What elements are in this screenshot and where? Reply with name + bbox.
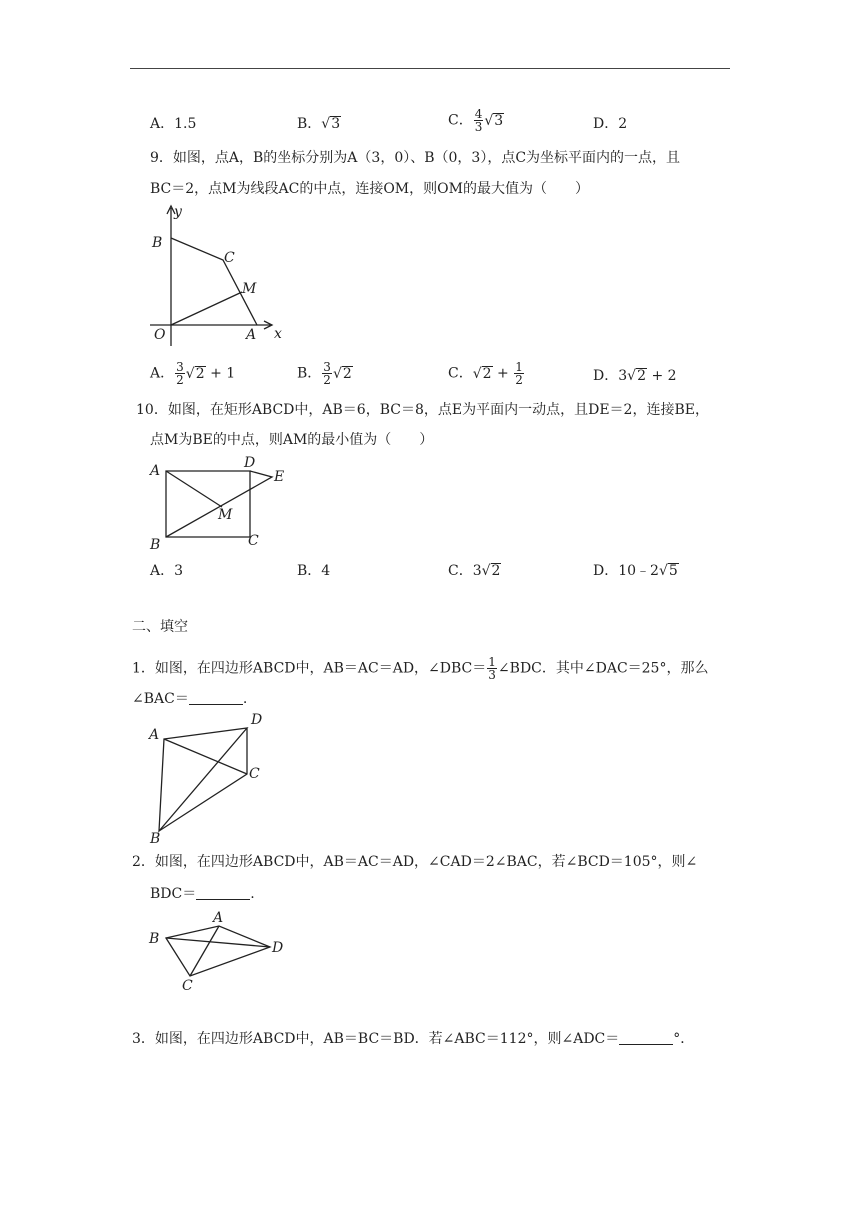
f3-text-line1: 3．如图，在四边形ABCD中，AB＝BC＝BD．若∠ABC＝112°，则∠ADC＝ °． — [132, 1031, 695, 1047]
q10-figure — [140, 455, 300, 555]
fig-label-y: y — [174, 204, 182, 220]
fig-label-b: B — [150, 831, 161, 847]
q9-option-c: C．√2 + $\frac{1}{2}$ — [448, 360, 523, 387]
q9-text-line2: BC＝2，点M为线段AC的中点，连接OM，则OM的最大值为（ ） — [150, 181, 589, 197]
f2-figure — [140, 905, 300, 995]
segment-ac — [190, 926, 219, 976]
q9-option-d: D．3√2 + 2 — [593, 368, 677, 384]
answer-blank[interactable] — [189, 690, 243, 705]
q8-option-d: D．2 — [593, 116, 628, 132]
q10-text-line1: 10．如图，在矩形ABCD中，AB＝6，BC＝8，点E为平面内一动点，且DE＝2，连接BE， — [136, 402, 709, 418]
answer-blank[interactable] — [196, 885, 250, 900]
fig-label-c: C — [224, 250, 235, 266]
q9-option-b: B． $\frac{3}{2}$ √2 — [297, 360, 352, 387]
q10-text-line2: 点M为BE的中点，则AM的最小值为（ ） — [150, 432, 434, 448]
q10-option-c: C．3√2 — [448, 563, 501, 579]
q9-option-a: A． $\frac{3}{2}$ √2 + 1 — [150, 360, 236, 387]
f2-text-line2: BDC＝ . — [150, 886, 255, 902]
f1-text-line1: 1．如图，在四边形ABCD中，AB＝AC＝AD，∠DBC＝ $\frac{1}{3}$ ∠BDC．其中∠DAC＝25°，那么 — [132, 655, 709, 682]
fig-label-d: D — [251, 712, 263, 728]
q9-text-line1: 9．如图，点A，B的坐标分别为A（3，0）、B（0，3），点C为坐标平面内的一点，且 — [150, 150, 681, 166]
fig-label-m: M — [218, 507, 233, 523]
fig-label-d: D — [272, 940, 284, 956]
q9-figure — [140, 200, 300, 350]
fig-label-a: A — [213, 910, 224, 926]
fig-label-x: x — [274, 326, 282, 342]
fig-label-e: E — [274, 469, 285, 485]
fig-label-c: C — [249, 766, 260, 782]
q8-option-c: C． $\frac{4}{3}$ √3 — [448, 107, 504, 134]
f1-text-line2: ∠BAC＝ . — [132, 691, 248, 707]
segment-am — [166, 471, 222, 507]
fig-label-b: B — [150, 537, 161, 553]
fig-label-o: O — [154, 327, 166, 343]
triangle-adb — [159, 728, 247, 831]
q10-option-d: D．10﹣2√5 — [593, 563, 678, 579]
segment-om — [171, 292, 242, 325]
answer-blank[interactable] — [619, 1030, 673, 1045]
q10-option-a: A．3 — [150, 563, 184, 579]
fig-label-c: C — [248, 533, 259, 549]
header-rule — [130, 68, 730, 69]
fig-label-b: B — [149, 931, 160, 947]
segment-ac — [164, 739, 247, 774]
fig-label-a: A — [150, 463, 161, 479]
fig-label-b: B — [152, 235, 163, 251]
section-title: 二、填空 — [132, 619, 188, 635]
fig-label-a: A — [149, 727, 160, 743]
rectangle-abcd — [166, 471, 250, 537]
fig-label-d: D — [244, 455, 256, 471]
fig-label-c: C — [182, 978, 193, 994]
q8-option-b: B．√3 — [297, 116, 341, 132]
f1-figure — [140, 708, 270, 848]
q8-option-a: A．1.5 — [150, 116, 197, 132]
segment-bd — [166, 938, 270, 947]
fig-label-a: A — [246, 327, 257, 343]
q10-option-b: B．4 — [297, 563, 331, 579]
quad-abdc — [166, 926, 270, 976]
fig-label-m: M — [242, 281, 257, 297]
f2-text-line1: 2．如图，在四边形ABCD中，AB＝AC＝AD，∠CAD＝2∠BAC，若∠BCD＝105°，则∠ — [132, 854, 698, 870]
